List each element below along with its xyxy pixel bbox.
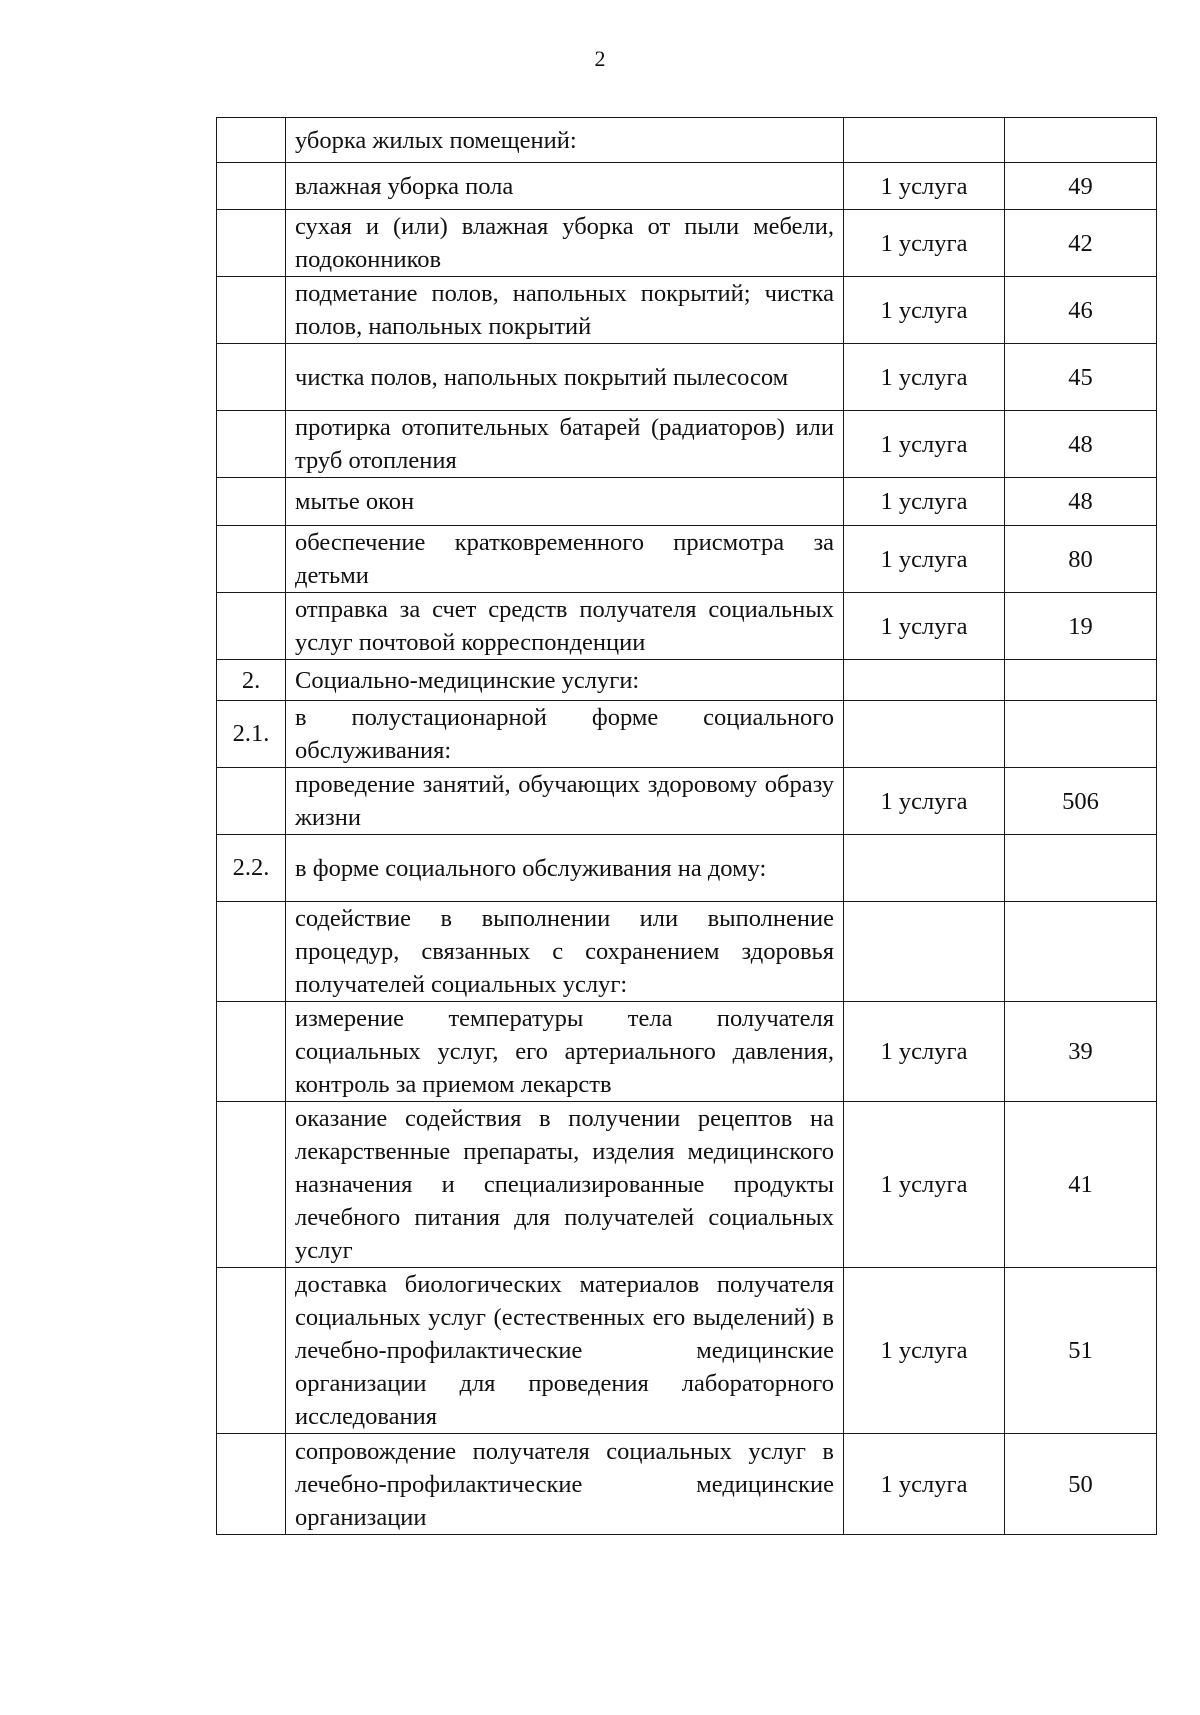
- tariff-value-cell: [1005, 660, 1157, 701]
- table-row: [217, 1102, 1157, 1268]
- service-name-cell: мытье окон: [286, 478, 844, 526]
- table-row: [217, 277, 1157, 344]
- table-row: [217, 902, 1157, 1002]
- unit-of-measure-cell: 1 услуга: [844, 411, 1005, 478]
- item-number-cell: 2.2.: [217, 835, 286, 902]
- table-row: [217, 478, 1157, 526]
- unit-of-measure-cell: 1 услуга: [844, 163, 1005, 210]
- item-number-cell: [217, 163, 286, 210]
- service-name-cell: обеспечение кратковременного присмотра за детьми: [286, 526, 844, 593]
- services-price-table: [216, 117, 1157, 1535]
- tariff-value-cell: 39: [1005, 1002, 1157, 1102]
- unit-of-measure-cell: [844, 118, 1005, 163]
- service-name-cell: протирка отопительных батарей (радиаторов) или труб отопления: [286, 411, 844, 478]
- tariff-value-cell: 48: [1005, 478, 1157, 526]
- unit-of-measure-cell: 1 услуга: [844, 768, 1005, 835]
- service-name-cell: в полустационарной форме социального обслуживания:: [286, 701, 844, 768]
- item-number-cell: [217, 593, 286, 660]
- service-name-cell: измерение температуры тела получателя социальных услуг, его артериального давления, контроль за приемом лекарств: [286, 1002, 844, 1102]
- item-number-cell: [217, 411, 286, 478]
- tariff-value-cell: [1005, 701, 1157, 768]
- tariff-value-cell: 80: [1005, 526, 1157, 593]
- table-row: [217, 118, 1157, 163]
- table-row: [217, 163, 1157, 210]
- unit-of-measure-cell: 1 услуга: [844, 1434, 1005, 1535]
- table-row: [217, 593, 1157, 660]
- service-name-cell: сопровождение получателя социальных услуг в лечебно-профилактические медицинские организации: [286, 1434, 844, 1535]
- service-name-cell: содействие в выполнении или выполнение процедур, связанных с сохранением здоровья получателей социальных услуг:: [286, 902, 844, 1002]
- item-number-cell: [217, 210, 286, 277]
- table-row: [217, 1002, 1157, 1102]
- item-number-cell: 2.1.: [217, 701, 286, 768]
- table-row: [217, 835, 1157, 902]
- item-number-cell: [217, 344, 286, 411]
- table-row: [217, 411, 1157, 478]
- table-row: [217, 1434, 1157, 1535]
- tariff-value-cell: 49: [1005, 163, 1157, 210]
- tariff-value-cell: 51: [1005, 1268, 1157, 1434]
- item-number-cell: [217, 277, 286, 344]
- service-name-cell: доставка биологических материалов получателя социальных услуг (естественных его выделений) в лечебно-профилактические медицинские организации для проведения лабораторного исследования: [286, 1268, 844, 1434]
- table-row: [217, 660, 1157, 701]
- unit-of-measure-cell: [844, 660, 1005, 701]
- unit-of-measure-cell: [844, 902, 1005, 1002]
- unit-of-measure-cell: 1 услуга: [844, 210, 1005, 277]
- tariff-value-cell: 48: [1005, 411, 1157, 478]
- unit-of-measure-cell: 1 услуга: [844, 277, 1005, 344]
- item-number-cell: [217, 1002, 286, 1102]
- item-number-cell: [217, 1268, 286, 1434]
- table-row: [217, 210, 1157, 277]
- service-name-cell: оказание содействия в получении рецептов на лекарственные препараты, изделия медицинского назначения и специализированные продукты лечебного питания для получателей социальных услуг: [286, 1102, 844, 1268]
- tariff-value-cell: [1005, 835, 1157, 902]
- item-number-cell: [217, 1434, 286, 1535]
- item-number-cell: [217, 478, 286, 526]
- tariff-value-cell: 42: [1005, 210, 1157, 277]
- service-name-cell: проведение занятий, обучающих здоровому образу жизни: [286, 768, 844, 835]
- unit-of-measure-cell: 1 услуга: [844, 344, 1005, 411]
- unit-of-measure-cell: 1 услуга: [844, 526, 1005, 593]
- unit-of-measure-cell: 1 услуга: [844, 1002, 1005, 1102]
- service-name-cell: отправка за счет средств получателя социальных услуг почтовой корреспонденции: [286, 593, 844, 660]
- page-number: 2: [594, 46, 606, 71]
- tariff-value-cell: 41: [1005, 1102, 1157, 1268]
- unit-of-measure-cell: 1 услуга: [844, 593, 1005, 660]
- service-name-cell: Социально-медицинские услуги:: [286, 660, 844, 701]
- service-name-cell: подметание полов, напольных покрытий; чистка полов, напольных покрытий: [286, 277, 844, 344]
- unit-of-measure-cell: 1 услуга: [844, 478, 1005, 526]
- service-name-cell: чистка полов, напольных покрытий пылесосом: [286, 344, 844, 411]
- table-row: [217, 526, 1157, 593]
- tariff-value-cell: 46: [1005, 277, 1157, 344]
- item-number-cell: 2.: [217, 660, 286, 701]
- table-row: [217, 701, 1157, 768]
- service-name-cell: влажная уборка пола: [286, 163, 844, 210]
- item-number-cell: [217, 526, 286, 593]
- item-number-cell: [217, 902, 286, 1002]
- service-name-cell: уборка жилых помещений:: [286, 118, 844, 163]
- table-row: [217, 768, 1157, 835]
- table-row: [217, 344, 1157, 411]
- service-name-cell: сухая и (или) влажная уборка от пыли мебели, подоконников: [286, 210, 844, 277]
- tariff-value-cell: 45: [1005, 344, 1157, 411]
- unit-of-measure-cell: 1 услуга: [844, 1102, 1005, 1268]
- tariff-value-cell: 506: [1005, 768, 1157, 835]
- item-number-cell: [217, 1102, 286, 1268]
- services-table-body: [217, 118, 1157, 1535]
- item-number-cell: [217, 118, 286, 163]
- item-number-cell: [217, 768, 286, 835]
- tariff-value-cell: 50: [1005, 1434, 1157, 1535]
- tariff-value-cell: 19: [1005, 593, 1157, 660]
- tariff-value-cell: [1005, 902, 1157, 1002]
- unit-of-measure-cell: [844, 835, 1005, 902]
- unit-of-measure-cell: [844, 701, 1005, 768]
- tariff-value-cell: [1005, 118, 1157, 163]
- unit-of-measure-cell: 1 услуга: [844, 1268, 1005, 1434]
- table-row: [217, 1268, 1157, 1434]
- service-name-cell: в форме социального обслуживания на дому:: [286, 835, 844, 902]
